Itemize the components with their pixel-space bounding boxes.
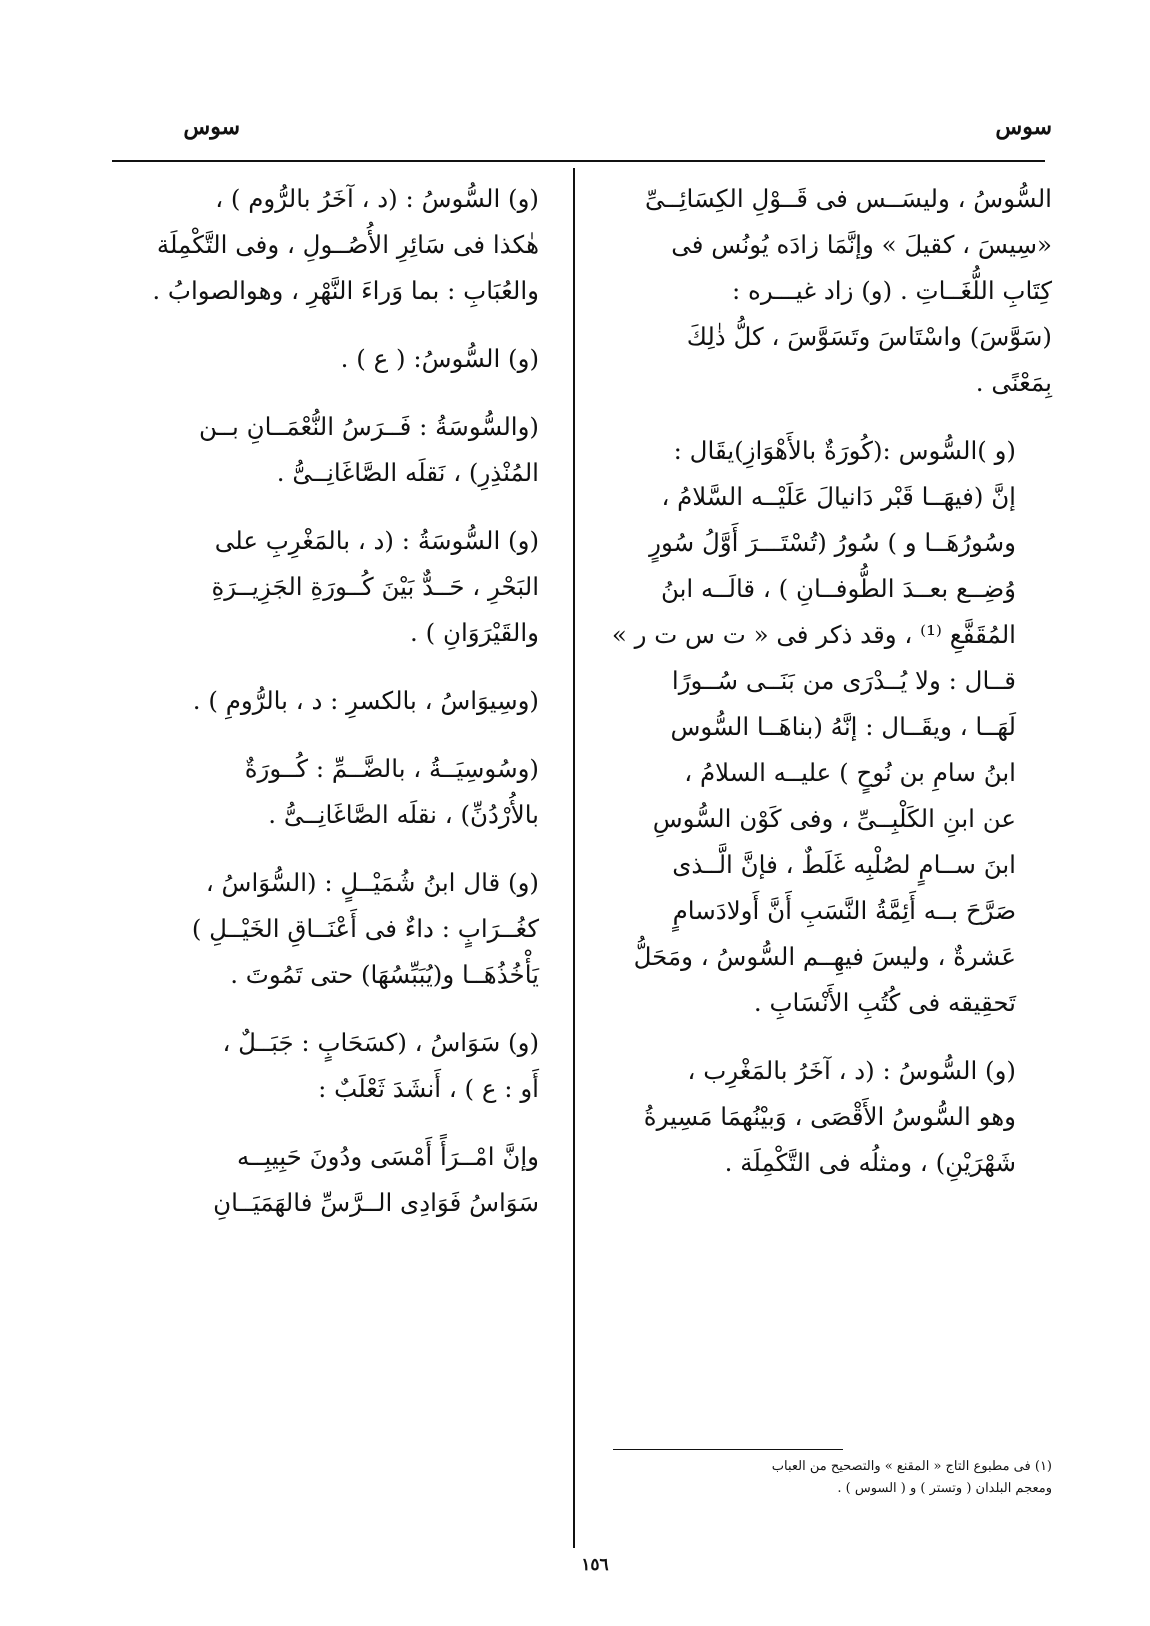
text-line: المُنْذِرِ) ، نَقلَه الصَّاغَانِــىُّ . — [276, 458, 539, 487]
text-line: يَأْخُذُهَــا و(يُبَبِّسُهَا) حتى تَمُوتَ . — [230, 960, 539, 989]
text-line: (و) سَوَاسُ ، (كسَحَابٍ : جَبَــلٌ ، — [222, 1028, 539, 1057]
text-line: والقَيْرَوَانِ ) . — [410, 618, 539, 647]
text-line: هٰكذا فى سَائِرِ الأُصُــولِ ، وفى التَّكْمِلَة — [156, 230, 539, 259]
paragraph — [120, 404, 575, 496]
text-line: وُضِــع بعــدَ الطُّوفــانِ ) ، قالَــه ابنُ — [660, 574, 1016, 603]
paragraph — [120, 176, 575, 314]
paragraph — [120, 1020, 575, 1112]
text-line: تَحقِيقه فى كُتُبِ الأَنْسَابِ . — [753, 988, 1016, 1017]
verse — [120, 1134, 575, 1226]
text-line: (سَوَّسَ) واسْتَاسَ وتَسَوَّسَ ، كلُّ ذٰلِكَ — [686, 322, 1052, 351]
text-line: (و) قال ابنُ شُمَيْــلٍ : (السُّوَاسُ ، — [205, 868, 539, 897]
paragraph — [632, 176, 1052, 406]
text-line: ابنُ سامِ بن نُوحٍ ) عليــه السلامُ ، — [684, 758, 1016, 787]
text-line: «سِيسَ ، كقيلَ » وإنَّمَا زادَه يُونُس فى — [671, 230, 1052, 259]
page-number: ١٥٦ — [581, 1555, 609, 1575]
text-line: (و) السُّوسُ : (د ، آخَرُ بالرُّوم ) ، — [215, 184, 539, 213]
footnote-rule — [613, 1449, 843, 1450]
paragraph — [632, 1048, 1052, 1186]
text-line: كِتَابِ اللُّغَــاتِ . (و) زاد غيـــره : — [731, 276, 1052, 305]
right-column — [611, 176, 1052, 1208]
text-line: (و) السُّوسُ : (د ، آخَرُ بالمَغْرِب ، — [687, 1056, 1016, 1085]
text-line: كغُــرَابٍ : داءٌ فى أَعْنَــاقِ الخَيْــلِ ) — [191, 914, 539, 943]
text-line: (و )السُّوس :(كُورَةٌ بالأَهْوَازِ)يقَال : — [673, 436, 1016, 465]
text-line: والعُبَابِ : بما وَراءَ النَّهْرِ ، وهوالصوابُ . — [152, 276, 539, 305]
text-line: (وسِيوَاسُ ، بالكسرِ : د ، بالرُّومِ ) . — [192, 686, 539, 715]
paragraph — [120, 746, 575, 838]
text-line: السُّوسُ ، وليسَــس فى قَــوْلِ الكِسَائِــىِّ — [644, 184, 1052, 213]
text-line: لَهَــا ، ويقَــال : إنَّهُ (بناهَــا السُّوس — [670, 712, 1016, 741]
text-line: (و) السُّوسَةُ : (د ، بالمَغْرِبِ على — [214, 526, 539, 555]
paragraph — [120, 518, 575, 656]
text-line: المُقَفَّعِ ⁽¹⁾ ، وقد ذكر فى « ت س ت ر » — [611, 620, 1016, 649]
text-line: ابنَ ســامٍ لصُلْبِه غَلَطٌ ، فإنَّ الَّــذى — [672, 850, 1016, 879]
text-line: (و) السُّوسُ: ( ع ) . — [340, 344, 539, 373]
text-line: أَو : ع ) ، أَنشَدَ ثَعْلَبٌ : — [318, 1074, 539, 1103]
footnote — [622, 1456, 1052, 1500]
left-column — [120, 176, 575, 1248]
verse-line: وإنَّ امْــرَأً أَمْسَى ودُونَ حَبِيبِــه — [237, 1142, 539, 1171]
header-rule — [112, 160, 1045, 162]
text-line: وسُورُهَــا و ) سُورُ (تُسْتَـــرَ أَوَّلُ سُورٍ — [649, 528, 1016, 557]
text-line: (وسُوسِيَــةُ ، بالضَّــمِّ : كُــورَةٌ — [244, 754, 539, 783]
text-line: شَهْرَيْنِ) ، ومثلُه فى التَّكْمِلَة . — [724, 1148, 1016, 1177]
text-line: صَرَّحَ بــه أَئِمَّةُ النَّسَبِ أَنَّ أَولادَسامٍ — [672, 896, 1016, 925]
text-line: (والسُّوسَةُ : فَــرَسُ النُّعْمَــانِ بــن — [198, 412, 539, 441]
footnote-line: ومعجم البلدان ( وتستر ) و ( السوس ) . — [837, 1481, 1052, 1496]
paragraph — [120, 336, 575, 382]
text-line: بِمَعْنًى . — [975, 368, 1052, 397]
footnote-line: (١) فى مطبوع التاج « المقنع » والتصحيح من العباب — [771, 1459, 1052, 1474]
paragraph — [120, 860, 575, 998]
running-header-right: سوس — [995, 114, 1052, 140]
text-line: بالأُرْدُنِّ) ، نقلَه الصَّاغَانِــىُّ . — [268, 800, 539, 829]
text-line: وهو السُّوسُ الأَقْصَى ، وَبيْنُهمَا مَسِيرةُ — [643, 1102, 1016, 1131]
paragraph — [120, 678, 575, 724]
paragraph — [611, 428, 1052, 1026]
running-header-left: سوس — [183, 114, 240, 140]
text-line: إنَّ (فيهَــا قَبْر دَانيالَ عَلَيْــه السَّلامُ ، — [661, 482, 1016, 511]
text-line: عن ابنِ الكَلْبِــىِّ ، وفى كَوْن السُّوسِ — [652, 804, 1016, 833]
text-line: عَشرةٌ ، وليسَ فيهِــم السُّوسُ ، ومَحَلُّ — [633, 942, 1016, 971]
verse-line: سَوَاسُ فَوَادِى الــرَّسِّ فالهَمَيَــانِ — [213, 1188, 539, 1217]
text-line: قــال : ولا يُــدْرَى من بَنَــى سُــورًا — [671, 666, 1016, 695]
text-line: البَحْرِ ، حَــدٌّ بَيْنَ كُــورَةِ الجَزِيــرَةِ — [211, 572, 539, 601]
